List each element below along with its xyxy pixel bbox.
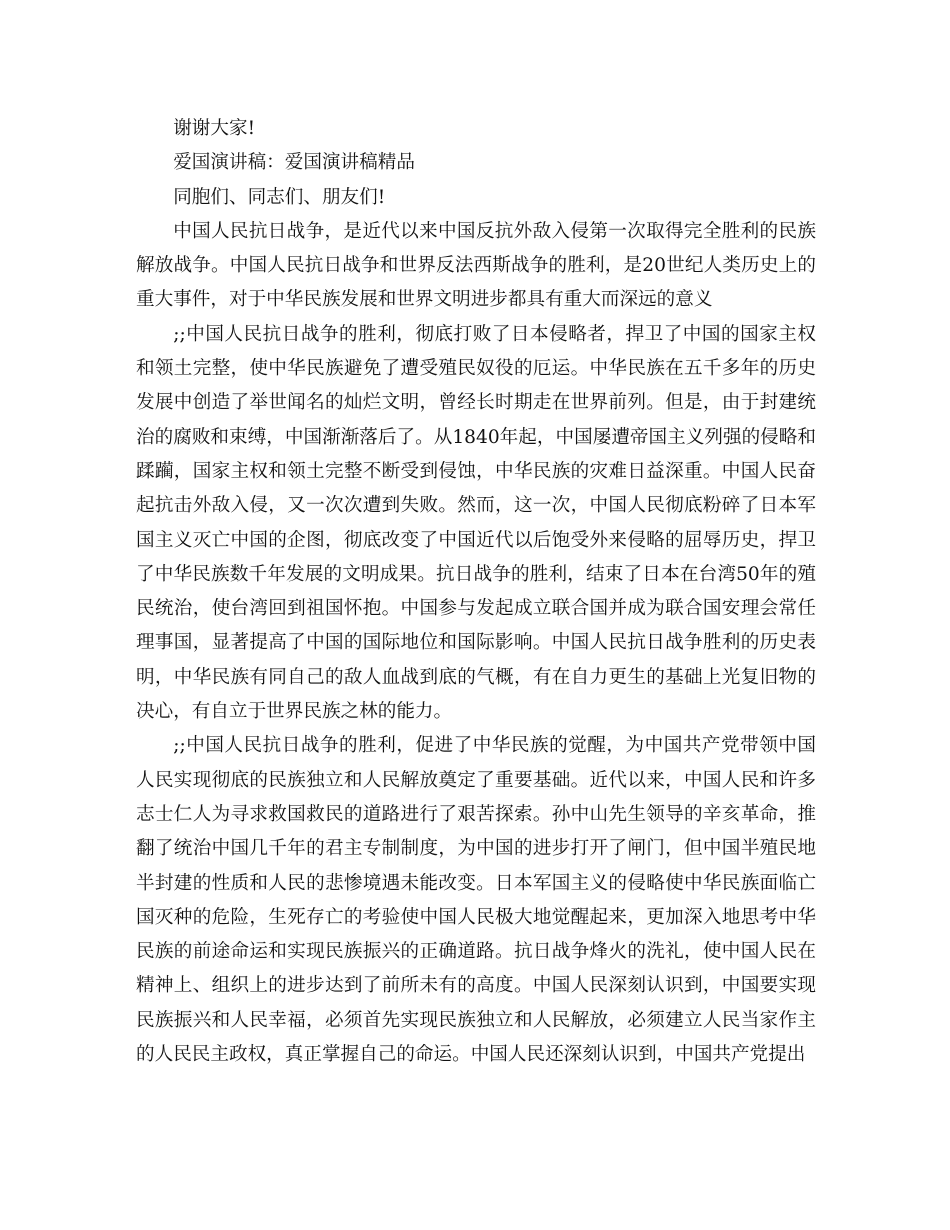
speech-title: 爱国演讲稿：爱国演讲稿精品 xyxy=(173,152,415,174)
document-body xyxy=(136,112,816,1072)
salutation: 同胞们、同志们、朋友们! xyxy=(173,186,386,208)
body-paragraph: ;;中国人民抗日战争的胜利，促进了中华民族的觉醒，为中国共产党带领中国人民实现彻底的民族独立和人民解放奠定了重要基础。近代以来，中国人民和许多志士仁人为寻求救国救民的道路进行了艰苦探索。孙中山先生领导的辛亥革命，推翻了统治中国几千年的君主专制制度，为中国的进步打开了闸门，但中国半殖民地半封建的性质和人民的悲惨境遇未能改变。日本军国主义的侵略使中华民族面临亡国灭种的危险，生死存亡的考验使中国人民极大地觉醒起来，更加深入地思考中华民族的前途命运和实现民族振兴的正确道路。抗日战争烽火的洗礼，使中国人民在精神上、组织上的进步达到了前所未有的高度。中国人民深刻认识到，中国要实现民族振兴和人民幸福，必须首先实现民族独立和人民解放，必须建立人民当家作主的人民民主政权，真正掌握自己的命运。中国人民还深刻认识到，中国共产党提出 xyxy=(136,735,816,1066)
body-paragraph: 中国人民抗日战争，是近代以来中国反抗外敌入侵第一次取得完全胜利的民族解放战争。中国人民抗日战争和世界反法西斯战争的胜利，是20世纪人类历史上的重大事件，对于中华民族发展和世界文明进步都具有重大而深远的意义 xyxy=(136,220,816,311)
body-paragraph: ;;中国人民抗日战争的胜利，彻底打败了日本侵略者，捍卫了中国的国家主权和领土完整，使中华民族避免了遭受殖民奴役的厄运。中华民族在五千多年的历史发展中创造了举世闻名的灿烂文明，曾经长时期走在世界前列。但是，由于封建统治的腐败和束缚，中国渐渐落后了。从1840年起，中国屡遭帝国主义列强的侵略和蹂躏，国家主权和领土完整不断受到侵蚀，中华民族的灾难日益深重。中国人民奋起抗击外敌入侵，又一次次遭到失败。然而，这一次，中国人民彻底粉碎了日本军国主义灭亡中国的企图，彻底改变了中国近代以后饱受外来侵略的屈辱历史，捍卫了中华民族数千年发展的文明成果。抗日战争的胜利，结束了日本在台湾50年的殖民统治，使台湾回到祖国怀抱。中国参与发起成立联合国并成为联合国安理会常任理事国，显著提高了中国的国际地位和国际影响。中国人民抗日战争胜利的历史表明，中华民族有同自己的敌人血战到底的气概，有在自力更生的基础上光复旧物的决心，有自立于世界民族之林的能力。 xyxy=(136,323,816,723)
closing-thanks: 谢谢大家! xyxy=(173,118,256,139)
